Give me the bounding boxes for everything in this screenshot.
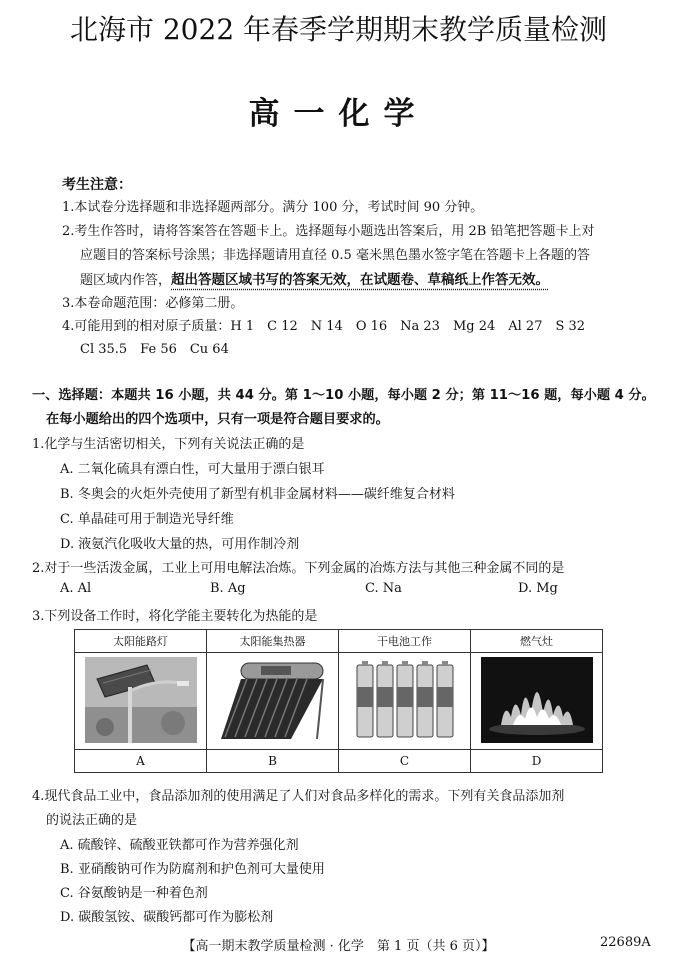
notice-line-2: 2.考生作答时，请将答案答在答题卡上。选择题每小题选出答案后，用 2B 铅笔把答题卡上对 xyxy=(62,224,595,239)
q4-option-a: A. 硫酸锌、硫酸亚铁都可作为营养强化剂 xyxy=(60,838,299,853)
q3-stem: 3.下列设备工作时，将化学能主要转化为热能的是 xyxy=(32,609,318,624)
notice-line-1: 1.本试卷分选择题和非选择题两部分。满分 100 分，考试时间 90 分钟。 xyxy=(62,200,484,215)
notice-line-3: 应题目的答案标号涂黑；非选择题请用直径 0.5 毫米黑色墨水签字笔在答题卡上各题的答 xyxy=(80,248,590,263)
battery-icon xyxy=(349,657,461,743)
q3-image-dry-battery xyxy=(339,653,471,750)
q1-option-b: B. 冬奥会的火炬外壳使用了新型有机非金属材料——碳纤维复合材料 xyxy=(60,487,455,502)
gas-flame-icon xyxy=(481,657,593,743)
q4-stem-line-1: 4.现代食品工业中，食品添加剂的使用满足了人们对食品多样化的需求。下列有关食品添加剂 xyxy=(32,789,565,804)
q3-label-a: A xyxy=(75,750,207,773)
page-footer: 【高一期末教学质量检测 · 化学 第 1 页（共 6 页）】 xyxy=(182,939,495,954)
q2-stem: 2.对于一些活泼金属，工业上可用电解法冶炼。下列金属的冶炼方法与其他三种金属不同的是 xyxy=(32,561,565,576)
q3-label-c: C xyxy=(339,750,471,773)
section-instruction: 在每小题给出的四个选项中，只有一项是符合题目要求的。 xyxy=(46,412,389,427)
q3-header-gas-stove: 燃气灶 xyxy=(471,630,603,653)
solar-lamp-icon xyxy=(85,657,197,743)
notice-line-4-text: 题区域内作答， xyxy=(80,273,172,288)
q3-image-solar-lamp xyxy=(75,653,207,750)
q3-label-b: B xyxy=(207,750,339,773)
exam-code: 22689A xyxy=(600,935,651,950)
notice-line-4 xyxy=(80,269,549,292)
q4-option-b: B. 亚硝酸钠可作为防腐剂和护色剂可大量使用 xyxy=(60,862,325,877)
q3-header-solar-heater: 太阳能集热器 xyxy=(207,630,339,653)
q4-stem-line-2: 的说法正确的是 xyxy=(46,813,138,828)
q3-label-d: D xyxy=(471,750,603,773)
q4-option-d: D. 碳酸氢铵、碳酸钙都可作为膨松剂 xyxy=(60,910,274,925)
q1-option-c: C. 单晶硅可用于制造光导纤维 xyxy=(60,512,234,527)
q4-option-c: C. 谷氨酸钠是一种着色剂 xyxy=(60,886,208,901)
exam-subject: 高一化学 xyxy=(248,96,429,132)
exam-title: 北海市 2022 年春季学期期末教学质量检测 xyxy=(69,13,608,46)
q1-option-d: D. 液氨汽化吸收大量的热，可用作制冷剂 xyxy=(60,537,300,552)
q3-header-dry-battery: 干电池工作 xyxy=(339,630,471,653)
q1-stem: 1.化学与生活密切相关，下列有关说法正确的是 xyxy=(32,437,305,452)
q2-option-a: A. Al xyxy=(60,581,92,596)
q2-option-c: C. Na xyxy=(365,581,402,596)
notice-line-7: Cl 35.5 Fe 56 Cu 64 xyxy=(80,342,229,357)
q1-option-a: A. 二氧化硫具有漂白性，可大量用于漂白银耳 xyxy=(60,462,325,477)
solar-heater-icon xyxy=(217,657,329,743)
q2-option-b: B. Ag xyxy=(210,581,246,596)
notice-line-5: 3.本卷命题范围：必修第二册。 xyxy=(62,296,244,311)
q2-option-d: D. Mg xyxy=(518,581,558,596)
q3-device-table xyxy=(74,629,603,773)
notice-line-6: 4.可能用到的相对原子质量：H 1 C 12 N 14 O 16 Na 23 Mg 24 Al 27 S 32 xyxy=(62,319,586,334)
q3-image-gas-stove xyxy=(471,653,603,750)
section-heading: 一、选择题：本题共 16 小题，共 44 分。第 1～10 小题，每小题 2 分；第 11～16 题，每小题 4 分。 xyxy=(32,388,655,403)
notice-emphasis: 超出答题区域书写的答案无效，在试题卷、草稿纸上作答无效。 xyxy=(171,272,550,288)
notice-heading: 考生注意： xyxy=(62,177,132,193)
q3-image-solar-heater xyxy=(207,653,339,750)
q3-header-solar-lamp: 太阳能路灯 xyxy=(75,630,207,653)
